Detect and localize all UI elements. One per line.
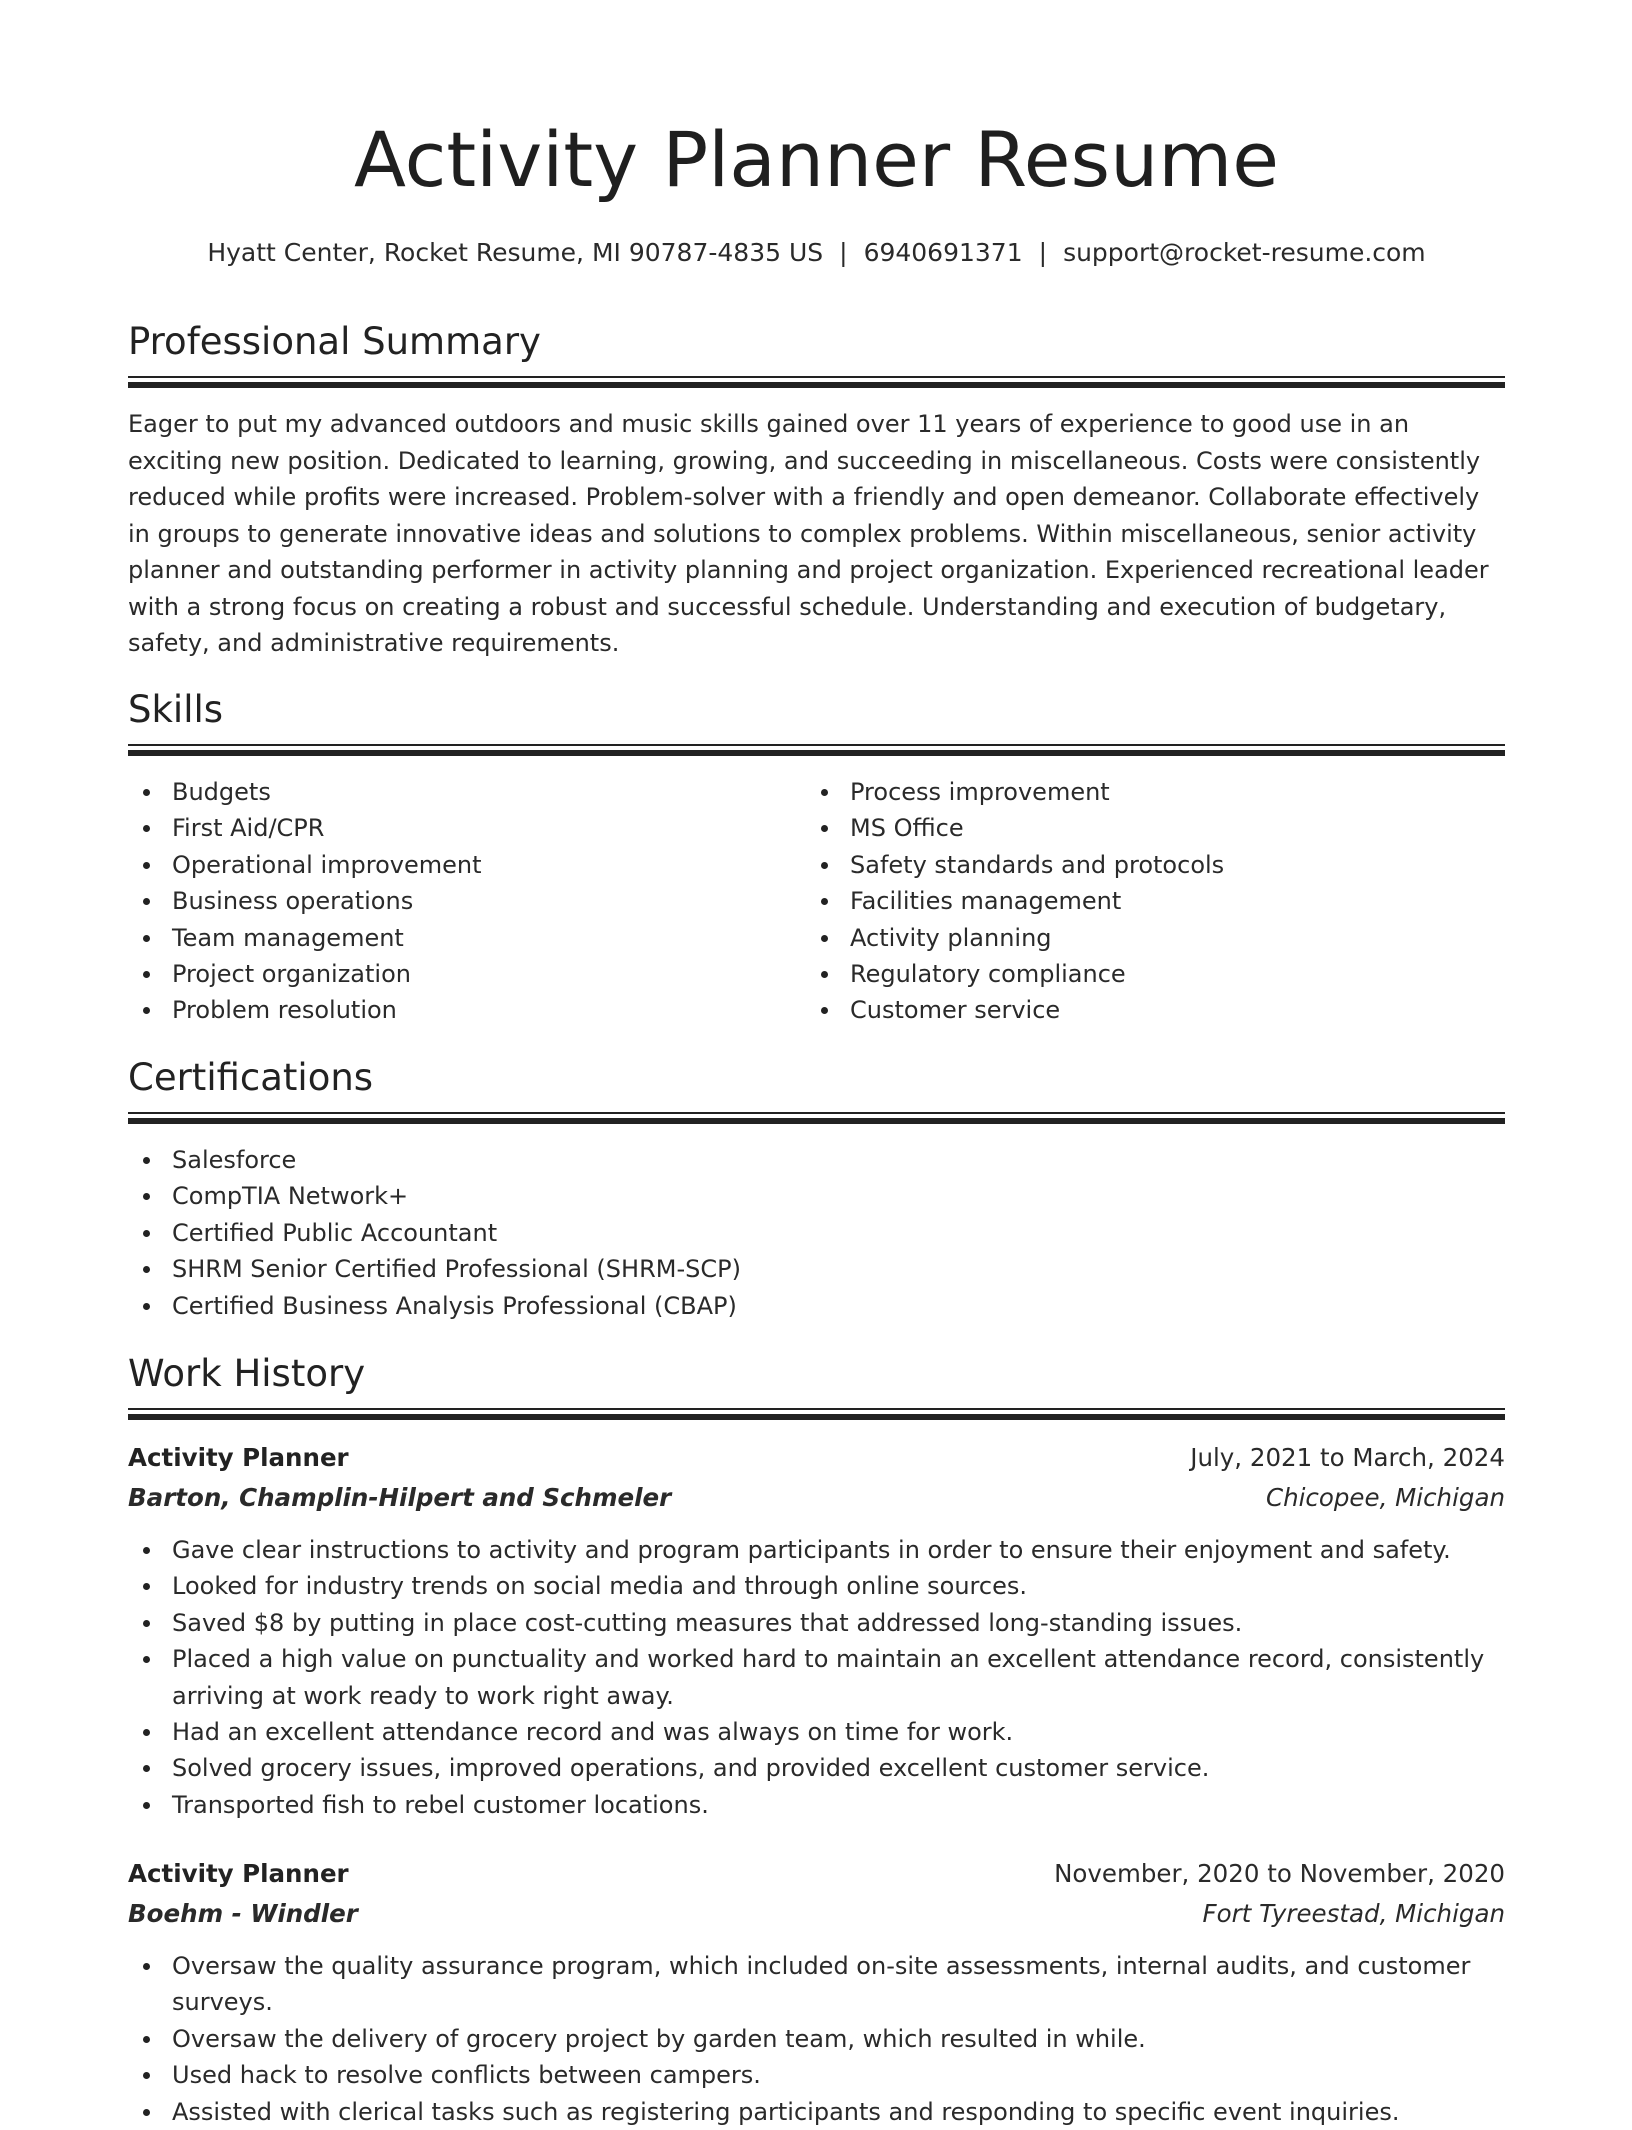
job-dates: November, 2020 to November, 2020 (1054, 1859, 1505, 1888)
job-bullet: Used hack to resolve conflicts between campers. (128, 2057, 1505, 2093)
job-subheader (128, 1483, 1505, 1512)
summary-text: Eager to put my advanced outdoors and music skills gained over 11 years of experience to good use in an exciting new position. Dedicated to learning, growing, and succeeding in miscellaneous. Costs were consistently reduced while profits were increased. Problem-solver with a friendly and open demeanor. Collaborate effectively in groups to generate innovative ideas and solutions to complex problems. Within miscellaneous, senior activity planner and outstanding performer in activity planning and project organization. Experienced recreational leader with a strong focus on creating a robust and successful schedule. Understanding and execution of budgetary, safety, and administrative requirements. (128, 410, 1489, 657)
skill-item: MS Office (806, 810, 1496, 846)
job-subheader (128, 1899, 1505, 1928)
job-bullet: Gave clear instructions to activity and program participants in order to ensure their enjoyment and safety. (128, 1532, 1505, 1568)
skill-item: Project organization (128, 956, 788, 992)
skill-item: Budgets (128, 774, 788, 810)
job-bullets (128, 1948, 1505, 2130)
job-header (128, 1443, 1505, 1472)
contact-separator: | (1038, 238, 1048, 267)
job-bullets (128, 1532, 1505, 1823)
resume-title: Activity Planner Resume (353, 115, 1280, 204)
skill-item: Operational improvement (128, 847, 788, 883)
skill-item: Process improvement (806, 774, 1496, 810)
section-title-summary: Professional Summary (128, 320, 541, 363)
job-title: Activity Planner (128, 1859, 349, 1888)
skill-item: Facilities management (806, 883, 1496, 919)
certification-item: SHRM Senior Certified Professional (SHRM-SCP) (128, 1251, 1505, 1287)
contact-phone: 6940691371 (863, 238, 1023, 267)
section-divider (128, 376, 1505, 388)
job-location: Fort Tyreestad, Michigan (1202, 1899, 1505, 1928)
skills-list-left (128, 774, 788, 1029)
skill-item: Safety standards and protocols (806, 847, 1496, 883)
contact-separator: | (839, 238, 848, 267)
skill-item: Problem resolution (128, 992, 788, 1028)
job-location: Chicopee, Michigan (1265, 1483, 1505, 1512)
job-bullet: Assisted with clerical tasks such as registering participants and responding to specific event inquiries. (128, 2094, 1505, 2130)
contact-line (128, 238, 1505, 267)
certification-item: Certified Public Accountant (128, 1215, 1505, 1251)
skills-list-right (806, 774, 1496, 1029)
skill-item: Team management (128, 920, 788, 956)
job-bullet: Transported fish to rebel customer locations. (128, 1787, 1505, 1823)
section-divider (128, 1408, 1505, 1420)
job-company: Boehm - Windler (128, 1899, 358, 1928)
section-title-skills: Skills (128, 688, 224, 731)
skill-item: Customer service (806, 992, 1496, 1028)
job-bullet: Had an excellent attendance record and was always on time for work. (128, 1714, 1505, 1750)
certification-item: Salesforce (128, 1142, 1505, 1178)
job-bullet: Saved $8 by putting in place cost-cutting measures that addressed long-standing issues. (128, 1605, 1505, 1641)
job-bullet: Looked for industry trends on social media and through online sources. (128, 1568, 1505, 1604)
skill-item: Regulatory compliance (806, 956, 1496, 992)
certification-item: CompTIA Network+ (128, 1178, 1505, 1214)
certifications-list (128, 1142, 1505, 1324)
contact-address: Hyatt Center, Rocket Resume, MI 90787-4835 US (207, 238, 824, 267)
contact-email: support@rocket-resume.com (1063, 238, 1426, 267)
skill-item: First Aid/CPR (128, 810, 788, 846)
section-title-certifications: Certifications (128, 1056, 374, 1099)
skill-item: Activity planning (806, 920, 1496, 956)
section-divider (128, 1112, 1505, 1124)
skill-item: Business operations (128, 883, 788, 919)
job-company: Barton, Champlin-Hilpert and Schmeler (128, 1483, 672, 1512)
job-bullet: Solved grocery issues, improved operations, and provided excellent customer service. (128, 1750, 1505, 1786)
job-title: Activity Planner (128, 1443, 349, 1472)
job-bullet: Oversaw the delivery of grocery project by garden team, which resulted in while. (128, 2021, 1505, 2057)
job-dates: July, 2021 to March, 2024 (1190, 1443, 1505, 1472)
certification-item: Certified Business Analysis Professional (CBAP) (128, 1288, 1505, 1324)
section-divider (128, 744, 1505, 756)
job-bullet: Placed a high value on punctuality and worked hard to maintain an excellent attendance record, consistently arriving at work ready to work right away. (128, 1641, 1505, 1714)
job-bullet: Oversaw the quality assurance program, which included on-site assessments, internal audits, and customer surveys. (128, 1948, 1505, 2021)
section-title-work-history: Work History (128, 1352, 366, 1395)
job-header (128, 1859, 1505, 1888)
